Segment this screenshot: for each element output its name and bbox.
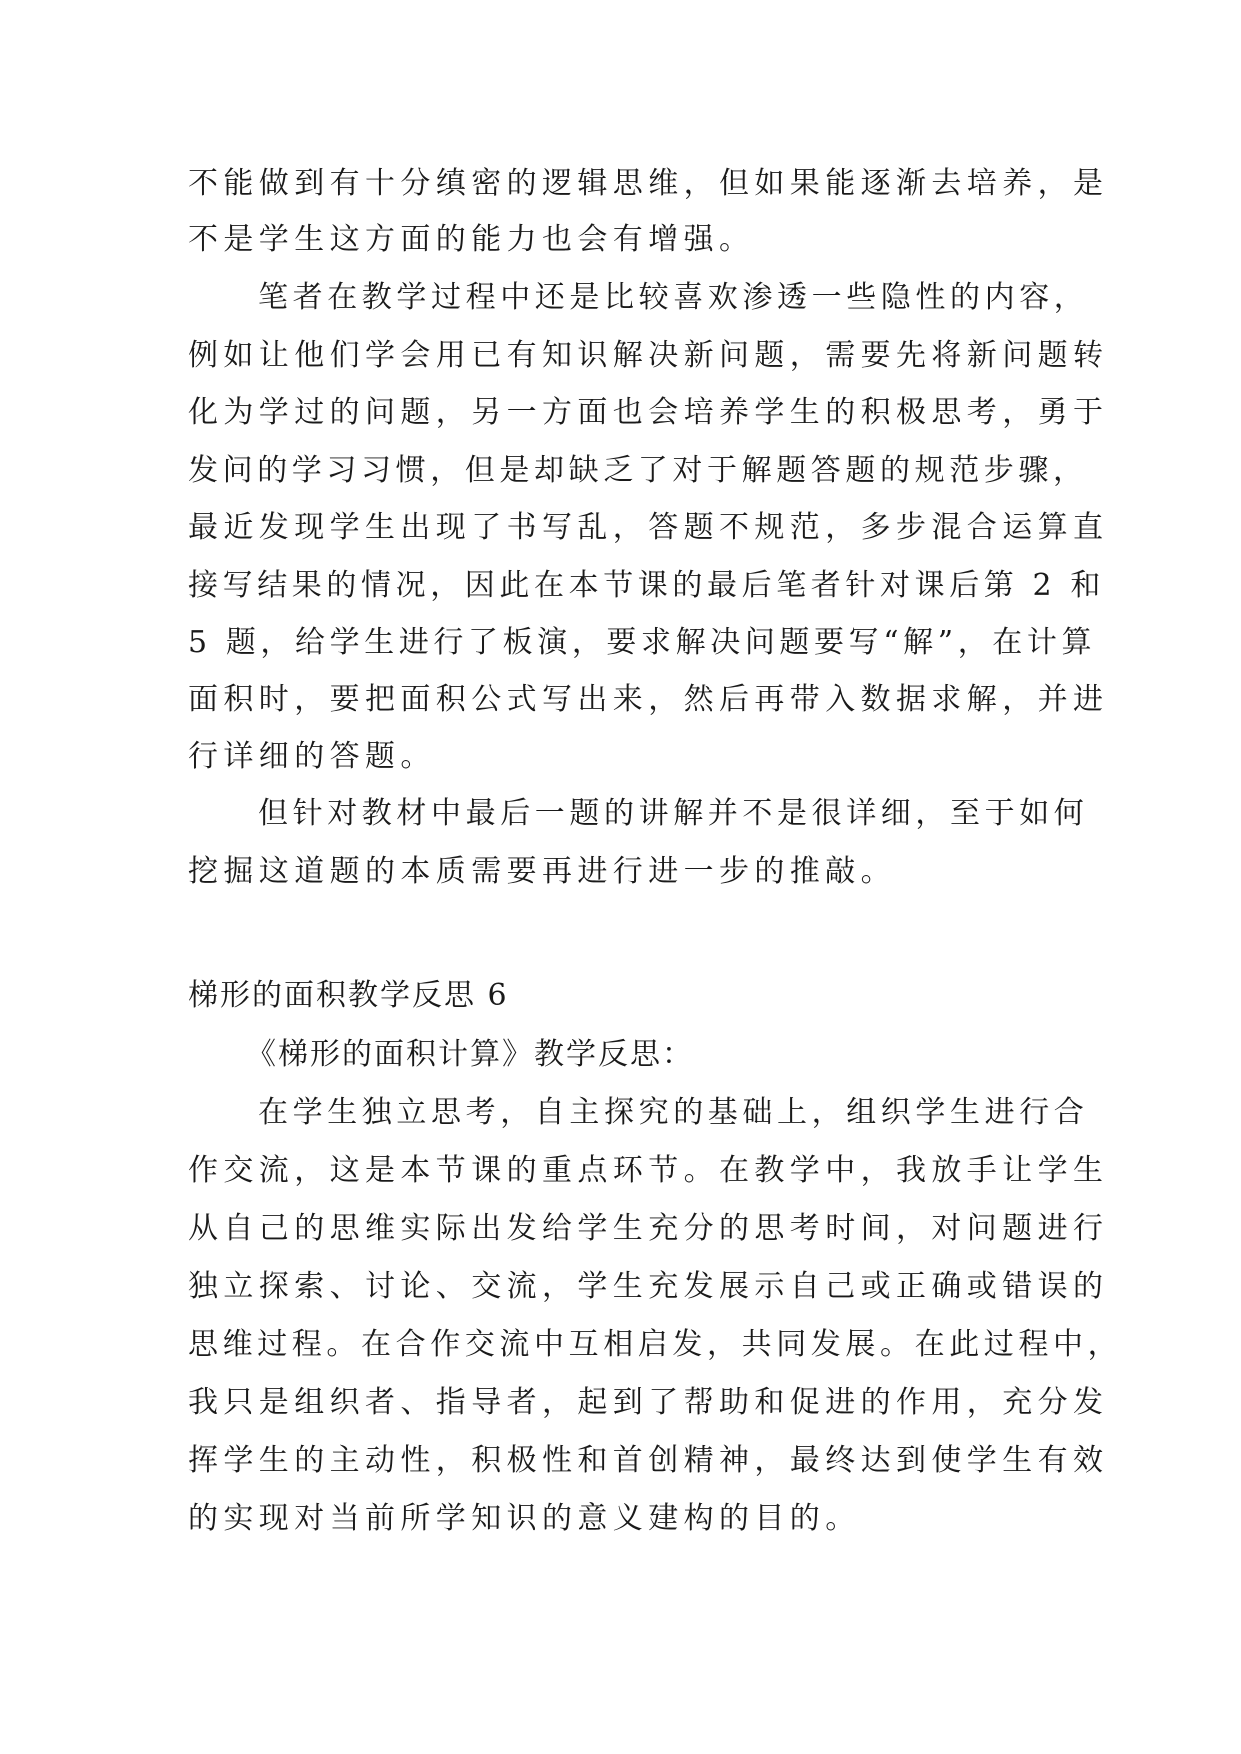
text-line: 5 题，给学生进行了板演，要求解决问题要写“解”，在计算 [188,625,1097,660]
text-line: 化为学过的问题，另一方面也会培养学生的积极思考，勇于 [188,395,1109,430]
text-line: 挥学生的主动性，积极性和首创精神，最终达到使学生有效 [188,1443,1109,1478]
text-line: 的实现对当前所学知识的意义建构的目的。 [188,1501,861,1536]
text-line: 接写结果的情况，因此在本节课的最后笔者针对课后第 2 和 [188,568,1105,603]
text-line: 面积时，要把面积公式写出来，然后再带入数据求解，并进 [188,682,1109,717]
text-line: 不是学生这方面的能力也会有增强。 [188,222,755,257]
text-line: 从自己的思维实际出发给学生充分的思考时间，对问题进行 [188,1211,1109,1246]
text-line: 例如让他们学会用已有知识解决新问题，需要先将新问题转 [188,338,1109,373]
text-line: 但针对教材中最后一题的讲解并不是很详细，至于如何 [258,796,1089,831]
section-subtitle: 《梯形的面积计算》教学反思： [246,1037,694,1072]
text-line: 不能做到有十分缜密的逻辑思维，但如果能逐渐去培养，是 [188,166,1109,201]
text-line: 作交流，这是本节课的重点环节。在教学中，我放手让学生 [188,1153,1109,1188]
text-line: 独立探索、讨论、交流，学生充发展示自己或正确或错误的 [188,1269,1109,1304]
text-line: 行详细的答题。 [188,739,436,774]
text-line: 笔者在教学过程中还是比较喜欢渗透一些隐性的内容， [258,280,1089,315]
text-line: 发问的学习习惯，但是却缺乏了对于解题答题的规范步骤， [188,453,1088,488]
text-line: 思维过程。在合作交流中互相启发，共同发展。在此过程中， [188,1327,1123,1362]
section-heading: 梯形的面积教学反思 6 [188,978,509,1013]
text-line: 挖掘这道题的本质需要再进行进一步的推敲。 [188,854,896,889]
text-line: 最近发现学生出现了书写乱，答题不规范，多步混合运算直 [188,510,1109,545]
text-line: 在学生独立思考，自主探究的基础上，组织学生进行合 [258,1095,1089,1130]
text-line: 我只是组织者、指导者，起到了帮助和促进的作用，充分发 [188,1385,1109,1420]
